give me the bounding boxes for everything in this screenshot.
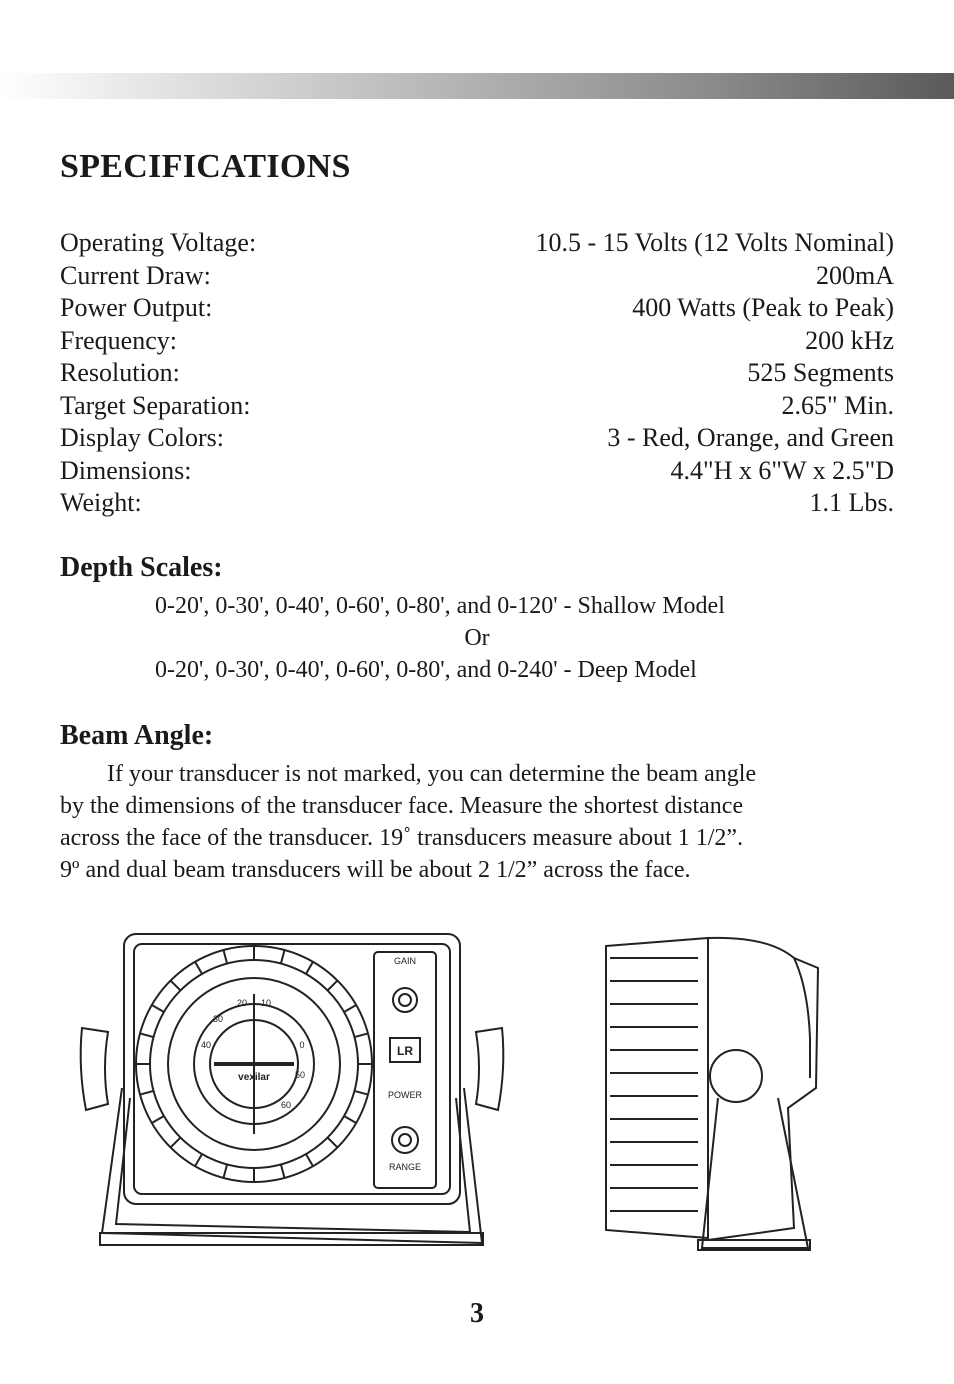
depth-scales-list — [0, 590, 954, 686]
bezel-tick — [140, 1091, 154, 1095]
brand-logo-text: vexilar — [238, 1072, 270, 1083]
spec-row-operating-voltage — [60, 227, 894, 260]
bezel-tick — [195, 1154, 202, 1166]
spec-label: Target Separation: — [60, 390, 251, 420]
spec-row-frequency — [60, 325, 894, 358]
spec-row-current-draw — [60, 260, 894, 293]
depth-scale-shallow: 0-20', 0-30', 0-40', 0-60', 0-80', and 0-120' - Shallow Model — [155, 593, 725, 619]
spec-row-resolution — [60, 357, 894, 390]
panel-label-gain: GAIN — [393, 956, 417, 966]
bezel-tick — [281, 1164, 285, 1178]
dial-number: 10 — [260, 998, 272, 1008]
beam-angle-heading: Beam Angle: — [60, 720, 214, 751]
bezel-tick — [152, 1005, 164, 1012]
depth-scales-heading: Depth Scales: — [60, 552, 223, 583]
spec-value: 200mA — [816, 260, 894, 290]
spec-value: 10.5 - 15 Volts (12 Volts Nominal) — [535, 228, 894, 257]
header-gradient-bar — [0, 73, 954, 99]
flasher-side-illustration — [598, 928, 824, 1254]
bezel-tick — [195, 962, 202, 974]
dial-number: 40 — [200, 1040, 212, 1050]
spec-label: Frequency: — [60, 325, 177, 355]
dial-number: 50 — [294, 1070, 306, 1080]
panel-label-range: RANGE — [388, 1162, 422, 1172]
bezel-tick — [223, 950, 227, 964]
spec-value: 3 - Red, Orange, and Green — [607, 423, 894, 452]
panel-label-power: POWER — [387, 1090, 423, 1100]
specifications-table — [60, 227, 894, 520]
spec-value: 4.4"H x 6"W x 2.5"D — [670, 455, 894, 485]
depth-scale-or: Or — [464, 625, 490, 651]
spec-label: Operating Voltage: — [60, 228, 257, 257]
bezel-tick — [306, 1154, 313, 1166]
spec-value: 2.65" Min. — [781, 390, 894, 420]
spec-value: 1.1 Lbs. — [809, 488, 894, 517]
spec-row-target-separation — [60, 390, 894, 423]
dial-number: 60 — [280, 1100, 292, 1110]
dial-number: 0 — [299, 1040, 305, 1050]
spec-label: Display Colors: — [60, 423, 224, 452]
bezel-tick — [140, 1033, 154, 1037]
bezel-tick — [344, 1005, 356, 1012]
beam-angle-paragraph — [60, 758, 894, 886]
spec-row-dimensions — [60, 455, 894, 488]
spec-label: Resolution: — [60, 358, 180, 387]
dial-number: 30 — [212, 1014, 224, 1024]
bezel-tick — [328, 981, 338, 991]
bezel-tick — [152, 1116, 164, 1123]
depth-scale-deep: 0-20', 0-30', 0-40', 0-60', 0-80', and 0-240' - Deep Model — [155, 657, 697, 683]
beam-angle-line: by the dimensions of the transducer face. Measure the shortest distance — [60, 793, 744, 819]
spec-value: 200 kHz — [805, 325, 894, 355]
spec-row-power-output — [60, 292, 894, 325]
dial-number: 20 — [236, 998, 248, 1008]
bezel-tick — [281, 950, 285, 964]
beam-angle-line: across the face of the transducer. 19˚ transducers measure about 1 1/2”. — [60, 825, 744, 851]
spec-label: Power Output: — [60, 293, 213, 322]
bezel-tick — [223, 1164, 227, 1178]
spec-label: Dimensions: — [60, 455, 192, 485]
bezel-tick — [171, 981, 181, 991]
spec-value: 400 Watts (Peak to Peak) — [632, 293, 894, 322]
bezel-tick — [306, 962, 313, 974]
bezel-tick — [171, 1138, 181, 1148]
spec-row-display-colors — [60, 422, 894, 455]
spec-value: 525 Segments — [747, 358, 894, 387]
spec-label: Current Draw: — [60, 260, 211, 290]
bezel-tick — [354, 1091, 368, 1095]
flasher-front-illustration — [72, 928, 512, 1254]
bezel-tick — [328, 1138, 338, 1148]
page-number: 3 — [470, 1298, 484, 1329]
spec-row-weight — [60, 487, 894, 520]
panel-label-lr: LR — [397, 1044, 413, 1058]
bezel-tick — [344, 1116, 356, 1123]
beam-angle-line: If your transducer is not marked, you can determine the beam angle — [107, 761, 757, 787]
page-title: SPECIFICATIONS — [60, 148, 351, 185]
beam-angle-line: 9º and dual beam transducers will be about 2 1/2” across the face. — [60, 857, 691, 883]
spec-label: Weight: — [60, 488, 142, 517]
bezel-tick — [354, 1033, 368, 1037]
